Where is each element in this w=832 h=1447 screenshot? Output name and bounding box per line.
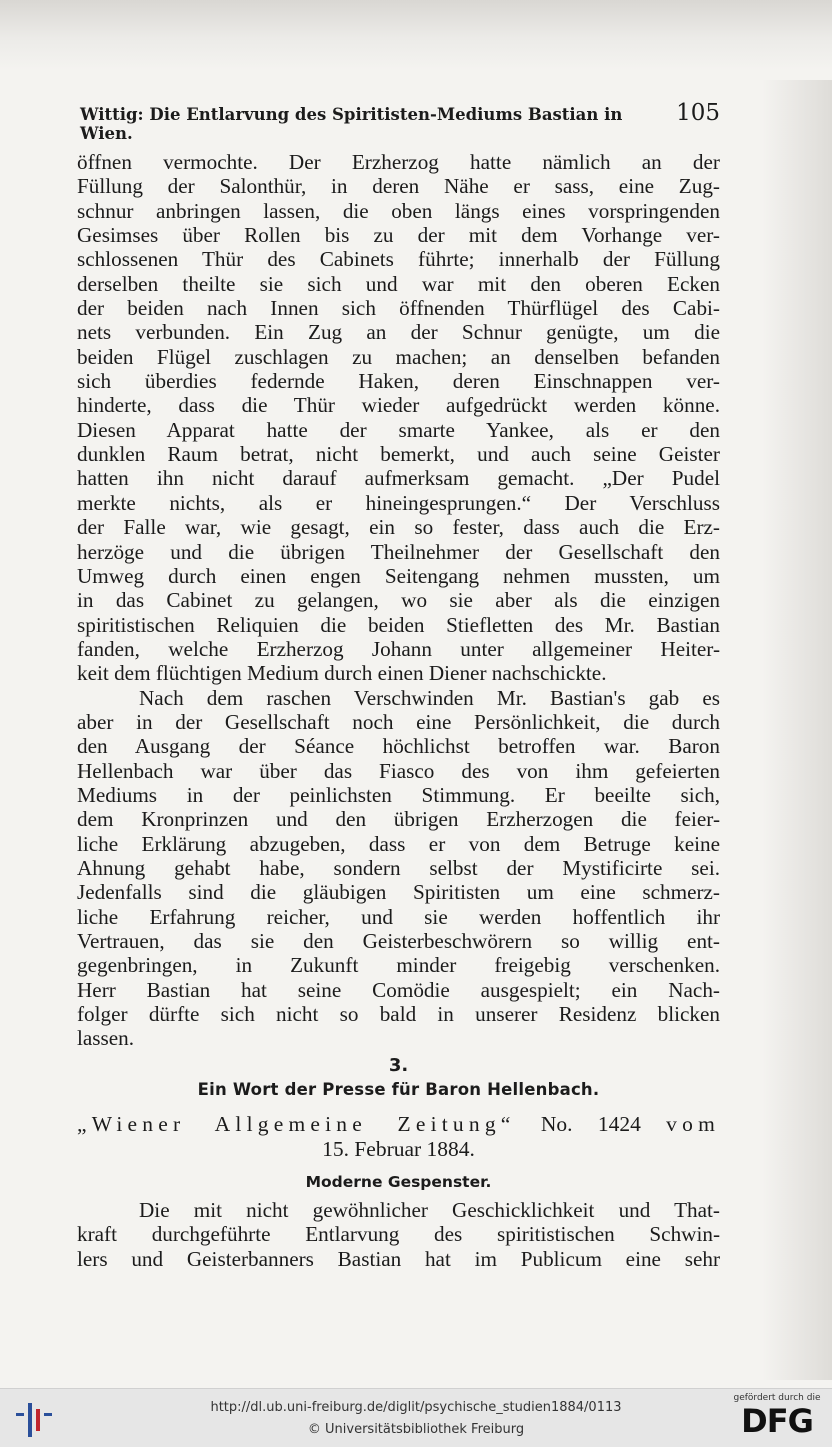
text-line: lassen.: [77, 1026, 135, 1051]
newspaper-line: [77, 1112, 720, 1137]
text-line: spiritistischen Reliquien die beiden Stiefletten des Mr. Bastian: [77, 612, 720, 637]
newspaper-date: 15. Februar 1884.: [322, 1137, 475, 1161]
text-line: schlossenen Thür des Cabinets führte; innerhalb der Füllung: [77, 247, 720, 272]
text-line: hinderte, dass die Thür wieder aufgedrückt werden könne.: [77, 393, 720, 418]
text-line: merkte nichts, als er hineingesprungen.“ Der Verschluss: [77, 490, 720, 515]
page-number: 105: [676, 100, 720, 126]
source-url-link[interactable]: http://dl.ub.uni-freiburg.de/diglit/psychische_studien1884/0113: [210, 1400, 622, 1415]
text-line: Herr Bastian hat seine Comödie ausgespielt; ein Nach-: [77, 977, 720, 1002]
text-line: Umweg durch einen engen Seitengang nehmen mussten, um: [77, 563, 720, 588]
text-line: den Ausgang der Séance höchlichst betroffen war. Baron: [77, 734, 720, 759]
text-line: Vertrauen, das sie den Geisterbeschwörern so willig ent-: [77, 929, 720, 953]
text-line: der beiden nach Innen sich öffnenden Thürflügel des Cabi-: [77, 296, 720, 321]
newspaper-name: „Wiener Allgemeine Zeitung“: [77, 1112, 516, 1136]
section-title: Ein Wort der Presse für Baron Hellenbach.: [197, 1080, 600, 1099]
text-line: schnur anbringen lassen, die oben längs eines vorspringenden: [77, 198, 720, 223]
text-line: aber in der Gesellschaft noch eine Persönlichkeit, die durch: [77, 709, 720, 734]
text-line: beiden Flügel zuschlagen zu machen; an denselben befanden: [77, 344, 720, 369]
text-line: kraft durchgeführte Entlarvung des spiritistischen Schwin-: [77, 1222, 720, 1247]
text-line: derselben theilte sie sich und war mit den oberen Ecken: [77, 271, 720, 296]
text-line: gegenbringen, in Zukunft minder freigebig verschenken.: [77, 953, 720, 978]
section-number: 3.: [388, 1055, 409, 1076]
text-line: hatten ihn nicht darauf aufmerksam gemacht. „Der Pudel: [77, 466, 720, 491]
dfg-funding: [732, 1393, 822, 1439]
text-line: herzöge und die übrigen Theilnehmer der Gesellschaft den: [77, 539, 720, 564]
page-edge-right: [762, 80, 832, 1380]
article-subtitle: Moderne Gespenster.: [305, 1173, 492, 1191]
text-line: Jedenfalls sind die gläubigen Spiritisten um eine schmerz-: [77, 880, 720, 905]
article-text: [77, 1198, 720, 1271]
text-line: Die mit nicht gewöhnlicher Geschicklichkeit und That-: [139, 1198, 720, 1222]
page-edge-top: [0, 0, 832, 70]
newspaper-number: No. 1424: [540, 1112, 641, 1136]
text-line: Gesimses über Rollen bis zu der mit dem Vorhange ver-: [77, 223, 720, 248]
text-line: öffnen vermochte. Der Erzherzog hatte nämlich an der: [77, 150, 720, 174]
text-line: liche Erklärung abzugeben, dass er von dem Betruge keine: [77, 831, 720, 856]
text-line: dem Kronprinzen und den übrigen Erzherzogen die feier-: [77, 807, 720, 832]
running-head: [80, 100, 720, 143]
viewer-footer: [0, 1388, 832, 1447]
copyright-text: © Universitätsbibliothek Freiburg: [307, 1422, 525, 1437]
body-text: [77, 150, 720, 1051]
text-line: folger dürfte sich nicht so bald in unserer Residenz blicken: [77, 1002, 720, 1027]
text-line: liche Erfahrung reicher, und sie werden hoffentlich ihr: [77, 904, 720, 929]
text-line: in das Cabinet zu gelangen, wo sie aber als die einzigen: [77, 588, 720, 613]
dfg-caption: gefördert durch die: [733, 1393, 821, 1403]
text-line: der Falle war, wie gesagt, ein so fester, dass auch die Erz-: [77, 515, 720, 540]
text-line: Ahnung gehabt habe, sondern selbst der Mystificirte sei.: [77, 855, 720, 880]
text-line: Nach dem raschen Verschwinden Mr. Bastian's gab es: [139, 685, 720, 710]
text-line: nets verbunden. Ein Zug an der Schnur genügte, um die: [77, 320, 720, 345]
running-head-title: Wittig: Die Entlarvung des Spiritisten-Mediums Bastian in Wien.: [80, 105, 623, 143]
text-line: fanden, welche Erzherzog Johann unter allgemeiner Heiter-: [77, 636, 720, 661]
text-line: Mediums in der peinlichsten Stimmung. Er beeilte sich,: [77, 782, 720, 807]
text-line: Hellenbach war über das Fiasco des von ihm gefeierten: [77, 758, 720, 783]
text-line: Füllung der Salonthür, in deren Nähe er sass, eine Zug-: [77, 174, 720, 199]
text-line: Diesen Apparat hatte der smarte Yankee, als er den: [77, 417, 720, 442]
text-line: dunklen Raum betrat, nicht bemerkt, und auch seine Geister: [77, 442, 720, 467]
text-line: keit dem flüchtigen Medium durch einen Diener nachschickte.: [77, 661, 607, 686]
dfg-logo: DFG: [741, 1402, 813, 1440]
text-line: sich überdies federnde Haken, deren Einschnappen ver-: [77, 369, 720, 394]
newspaper-vom: vom: [666, 1112, 720, 1136]
text-line: lers und Geisterbanners Bastian hat im Publicum eine sehr: [77, 1246, 720, 1271]
